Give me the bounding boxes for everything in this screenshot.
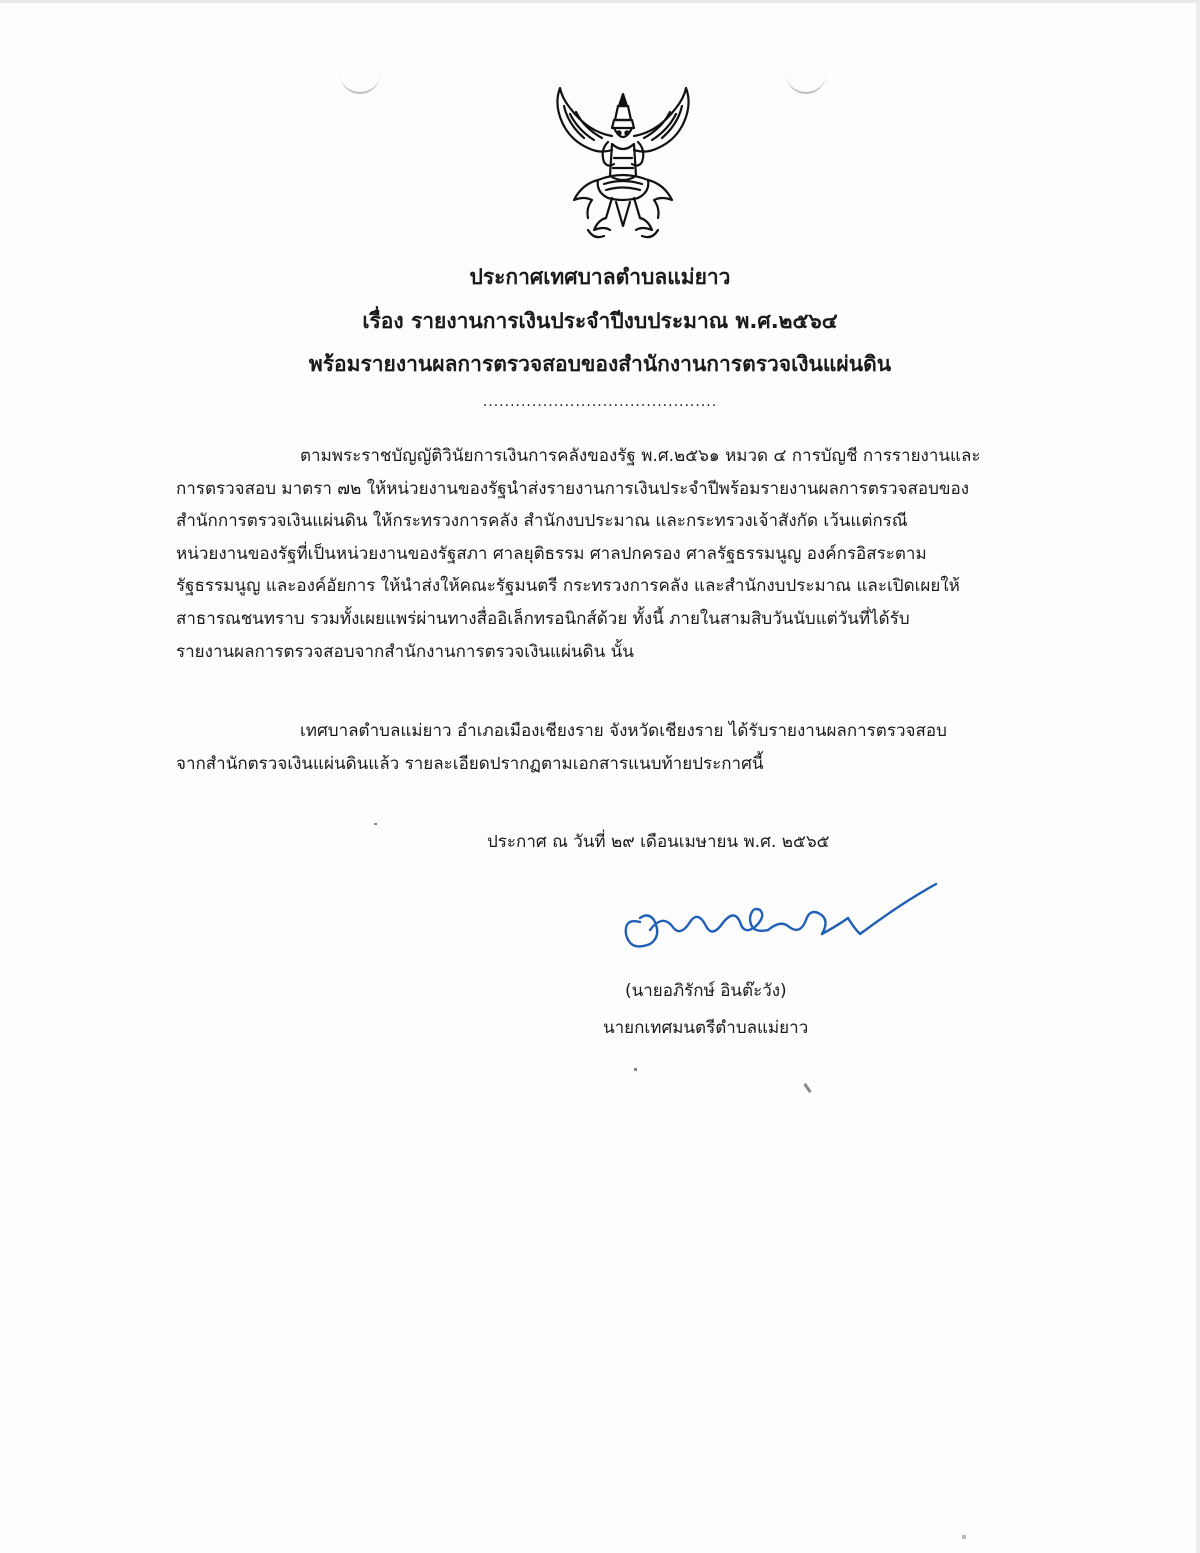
punch-hole-left: [340, 74, 380, 94]
paragraph-line: สาธารณชนทราบ รวมทั้งเผยแพร่ผ่านทางสื่ออิเล็กทรอนิกส์ด้วย ทั้งนี้ ภายในสามสิบวันนับแต่วันที่ได้รับ: [176, 608, 910, 629]
paragraph-line: ตามพระราชบัญญัติวินัยการเงินการคลังของรัฐ พ.ศ.๒๕๖๑ หมวด ๔ การบัญชี การรายงานและ: [300, 446, 981, 466]
scan-speck: [803, 1083, 811, 1093]
garuda-emblem-icon: [548, 84, 698, 244]
scan-speck: [962, 1535, 966, 1539]
scan-speck: [634, 1068, 637, 1071]
signature-image: [610, 874, 950, 964]
scan-speck: [374, 823, 377, 825]
body-paragraph-2: [176, 715, 1076, 780]
announcement-subject-continued: พร้อมรายงานผลการตรวจสอบของสำนักงานการตรวจเงินแผ่นดิน: [308, 352, 892, 376]
signer-name: (นายอภิรักษ์ อินต๊ะวัง): [625, 981, 787, 1001]
announcement-subject: เรื่อง รายงานการเงินประจำปีงบประมาณ พ.ศ.๒๕๖๔: [362, 309, 838, 333]
body-paragraph-1: [176, 440, 1076, 668]
paragraph-line: รายงานผลการตรวจสอบจากสำนักงานการตรวจเงินแผ่นดิน นั้น: [176, 641, 634, 662]
paragraph-line: จากสำนักตรวจเงินแผ่นดินแล้ว รายละเอียดปรากฏตามเอกสารแนบท้ายประกาศนี้: [176, 753, 764, 774]
scan-edge-right: [1196, 0, 1200, 1553]
signer-position: นายกเทศมนตรีตำบลแม่ยาว: [603, 1018, 809, 1038]
heading-separator: ...........................................: [482, 394, 718, 410]
punch-hole-right: [786, 74, 826, 94]
paragraph-line: สำนักการตรวจเงินแผ่นดิน ให้กระทรวงการคลัง สำนักงบประมาณ และกระทรวงเจ้าสังกัด เว้นแต่กรณี: [176, 511, 908, 532]
announcement-title: ประกาศเทศบาลตำบลแม่ยาว: [469, 265, 731, 289]
announcement-date: ประกาศ ณ วันที่ ๒๙ เดือนเมษายน พ.ศ. ๒๕๖๕: [487, 832, 830, 852]
paragraph-line: รัฐธรรมนูญ และองค์อัยการ ให้นำส่งให้คณะรัฐมนตรี กระทรวงการคลัง และสำนักงบประมาณ และเปิดเผยให้: [176, 576, 960, 597]
scan-edge-top: [0, 0, 1200, 3]
paragraph-line: เทศบาลตำบลแม่ยาว อำเภอเมืองเชียงราย จังหวัดเชียงราย ได้รับรายงานผลการตรวจสอบ: [300, 721, 947, 741]
paragraph-line: หน่วยงานของรัฐที่เป็นหน่วยงานของรัฐสภา ศาลยุติธรรม ศาลปกครอง ศาลรัฐธรรมนูญ องค์กรอิสระตาม: [176, 543, 927, 564]
paragraph-line: การตรวจสอบ มาตรา ๗๒ ให้หน่วยงานของรัฐนำส่งรายงานการเงินประจำปีพร้อมรายงานผลการตรวจสอบของ: [176, 478, 970, 499]
